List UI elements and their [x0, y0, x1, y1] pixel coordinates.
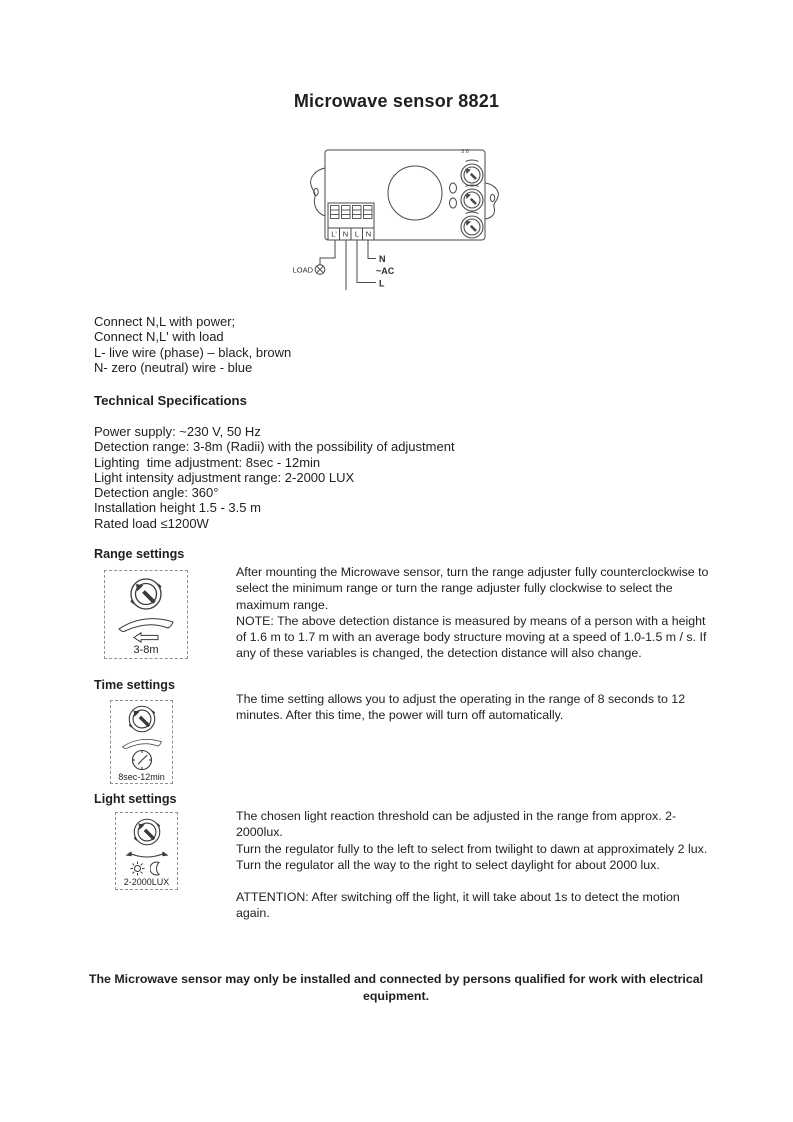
- spec-line: Power supply: ~230 V, 50 Hz: [94, 424, 261, 439]
- mounting-hole-right-icon: [490, 194, 494, 201]
- sun-moon-icons: [130, 861, 163, 876]
- terminal-label-n2: N: [365, 229, 372, 239]
- range-settings-heading: Range settings: [94, 547, 185, 561]
- trimmer-dial-3-icon[interactable]: [461, 212, 483, 238]
- light-paragraph-2: Turn the regulator fully to the left to select from twilight to dawn at approximately 2 lux. Turn the regulator all the way to the right to select daylight for about 2000 lux.: [236, 841, 708, 872]
- page-title: Microwave sensor 8821: [293, 91, 500, 111]
- spec-line: Detection range: 3-8m (Radii) with the possibility of adjustment: [94, 439, 455, 455]
- wiring-instructions: [94, 314, 291, 376]
- light-settings-text: [236, 808, 710, 922]
- tech-specs-heading: Technical Specifications: [94, 393, 247, 408]
- moon-icon: [150, 861, 163, 876]
- indicator-oval-icon: [450, 198, 457, 208]
- trimmer-dial-2-icon[interactable]: [461, 185, 483, 211]
- spec-line: Installation height 1.5 - 3.5 m: [94, 500, 261, 516]
- wire-ac-neutral: [368, 240, 376, 259]
- tech-specs-list: [94, 424, 455, 531]
- wire-label-n: N: [379, 254, 386, 264]
- spec-line: Rated load ≤1200W: [94, 515, 209, 531]
- range-settings-text: [236, 564, 710, 662]
- device-wiring-diagram: [280, 136, 520, 296]
- wire-load-live: [320, 240, 335, 265]
- load-label: LOAD: [292, 265, 313, 275]
- sun-icon: [130, 861, 145, 876]
- attention-note: ATTENTION: After switching off the light, it will take about 1s to detect the motion again.: [236, 890, 680, 921]
- range-note: NOTE: The above detection distance is measured by means of a person with a height of 1.6 m to 1.7 m with an average body structure moving at a speed of 1.0-1.5 m / s. If any of these variables is changed, the detection distance will also change.: [236, 613, 707, 661]
- range-box-label: 3-8m: [133, 643, 159, 656]
- time-settings-text: [236, 691, 710, 724]
- time-paragraph: The time setting allows you to adjust the operating in the range of 8 seconds to 12 minutes. After this time, the power will turn off automatically.: [236, 692, 686, 723]
- time-settings-box: [110, 700, 173, 784]
- wiring-line: Connect N,L' with load: [94, 329, 224, 345]
- rotary-adjuster-icon: [124, 702, 160, 736]
- range-arc-icon: [115, 614, 177, 632]
- light-settings-box: [115, 812, 178, 890]
- terminal-label-l-prime: L': [331, 229, 337, 239]
- time-box-label: 8sec-12min: [118, 772, 165, 782]
- trimmer-scale-text: 3 8: [461, 149, 469, 155]
- range-arc-icon: [117, 736, 167, 749]
- wiring-line: N- zero (neutral) wire - blue: [94, 360, 253, 376]
- range-paragraph: After mounting the Microwave sensor, turn the range adjuster fully counterclockwise to select the minimum range or turn the range adjuster fully clockwise to select the maximum range.: [236, 565, 709, 612]
- time-settings-heading: Time settings: [94, 678, 175, 692]
- spec-line: Lighting time adjustment: 8sec - 12min: [94, 454, 321, 470]
- rotary-adjuster-icon: [125, 574, 167, 614]
- rotary-adjuster-icon: [129, 815, 165, 849]
- indicator-oval-icon: [450, 183, 457, 193]
- wire-label-ac: ~AC: [376, 266, 395, 276]
- wiring-line: L- live wire (phase) – black, brown: [94, 344, 292, 360]
- sensor-dome-icon: [388, 166, 442, 220]
- footer-qualification-note: The Microwave sensor may only be installed and connected by persons qualified for work with electrical equipment.: [88, 972, 704, 1003]
- left-arrow-icon: [133, 632, 159, 643]
- terminal-block: [328, 203, 374, 240]
- wiring-line: Connect N,L with power;: [94, 314, 236, 329]
- spec-line: Light intensity adjustment range: 2-2000 LUX: [94, 469, 355, 485]
- spec-line: Detection angle: 360°: [94, 485, 219, 501]
- wire-label-l: L: [379, 278, 385, 289]
- light-settings-heading: Light settings: [94, 792, 177, 806]
- range-settings-box: [104, 570, 188, 659]
- double-arrow-arc-icon: [124, 849, 170, 861]
- terminal-label-l: L: [354, 229, 360, 239]
- light-paragraph-1: The chosen light reaction threshold can be adjusted in the range from approx. 2-2000lux.: [236, 809, 677, 840]
- trimmer-dial-1-icon[interactable]: [461, 160, 483, 186]
- wire-ac-live: [357, 240, 376, 283]
- clock-icon: [131, 749, 153, 771]
- terminal-label-n1: N: [342, 229, 349, 239]
- light-box-label: 2-2000LUX: [123, 877, 170, 887]
